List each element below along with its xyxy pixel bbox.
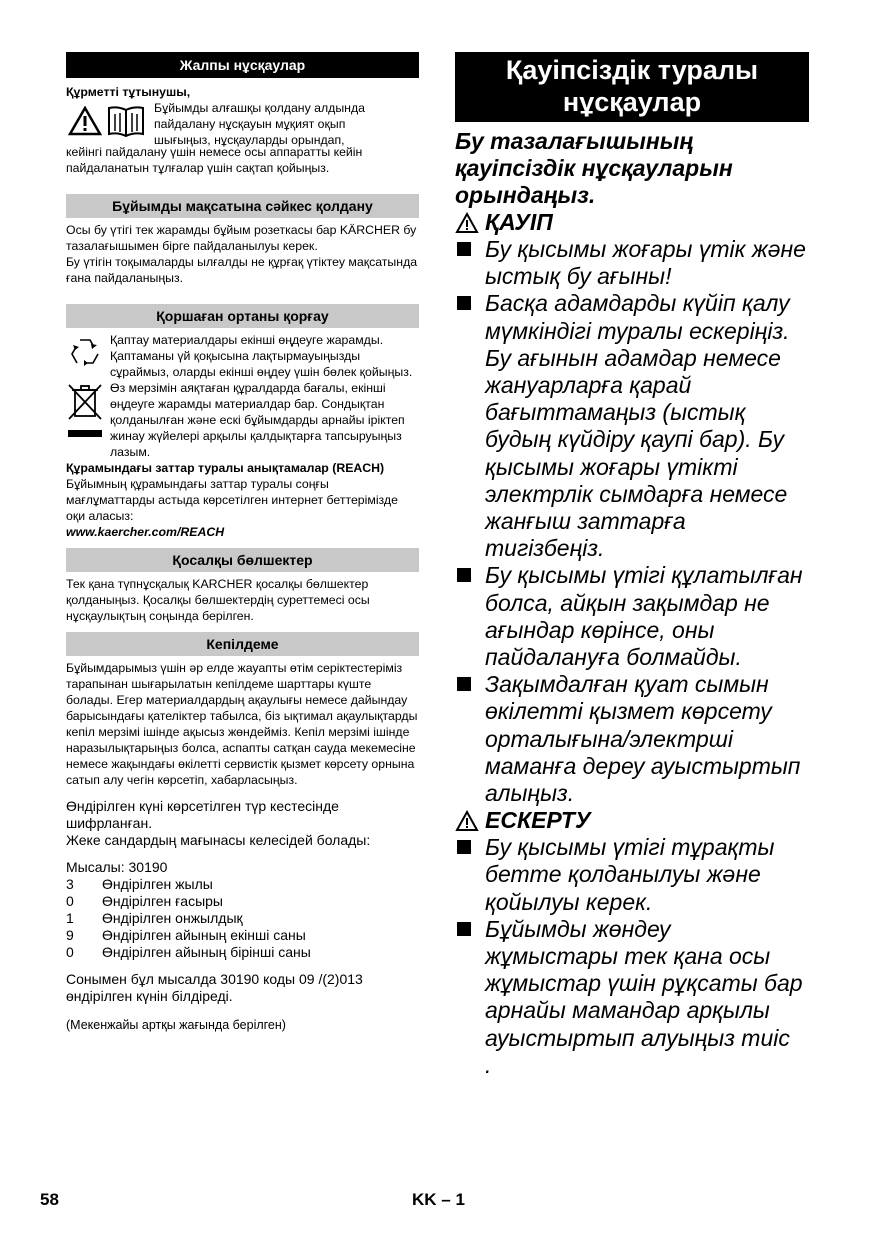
note-list [455, 834, 809, 1052]
reach-url-link[interactable]: www.kaercher.com/REACH [66, 525, 225, 539]
intended-use-text-2: Бу үтігін тоқымаларды ылғалды не құрғақ үтіктеу мақсатында ғана пайдаланыңыз. [66, 255, 418, 285]
production-code-row: 3 Өндірілген жылы [66, 876, 213, 892]
greeting: Құрметті тұтынушы, [66, 85, 191, 99]
manual-book-icon [106, 104, 146, 138]
left-column [66, 52, 419, 1034]
language-code: KK – 1 [412, 1190, 465, 1209]
square-bullet-icon [457, 242, 471, 256]
square-bullet-icon [457, 922, 471, 936]
warning-triangle-icon [455, 212, 479, 234]
intended-use-text-1: Осы бу үтігі тек жарамды бұйым розеткасы бар KÄRCHER бу тазалағышымен бірге пайдаланылуы керек. [66, 223, 417, 253]
danger-signal: ҚАУІП [455, 209, 809, 236]
square-bullet-icon [457, 677, 471, 691]
recycling-item: Қаптау материалдары екінші өңдеуге жарамды. Қаптаманы үй қоқысына лақтырмауыңызды сұраймыз, оларды екінші өңдеу үшін бөлек қойыңыз. [66, 332, 419, 380]
production-code-row: 0 Өндірілген айының бірінші саны [66, 944, 311, 960]
intro-row [66, 100, 419, 147]
warning-triangle-icon [68, 106, 102, 136]
bullet-item: Бу қысымы үтігі тұрақты бетте қолданылуы және қойылуы керек. [455, 834, 809, 916]
square-bullet-icon [457, 568, 471, 582]
bullet-item: Бу қысымы жоғары үтік және ыстық бу ағыны! [455, 236, 809, 290]
general-notes-heading: Жалпы нұсқаулар [66, 52, 419, 78]
bullet-item: Басқа адамдарды күйіп қалу мүмкіндігі туралы ескеріңіз. Бу ағынын адамдар немесе жануарларға қарай бағыттамаңыз (ыстық будың күйдіру қаупі бар). Бу қысымы жоғары үтікті электрлік сымдарға немесе жанғыш заттарға тигізбеңіз. [455, 290, 809, 562]
trailing-dot: . [485, 1051, 492, 1078]
environment-heading: Қоршаған ортаны қорғау [66, 304, 419, 328]
page-number: 58 [40, 1190, 59, 1209]
warning-triangle-icon [455, 810, 479, 832]
danger-list [455, 236, 809, 807]
note-signal: ЕСКЕРТУ [455, 807, 809, 834]
intro-text: Бұйымды алғашқы қолдану алдында пайдалану нұсқауын мұқият оқып шығыңыз, нұсқауларды орындап, [154, 101, 365, 147]
warranty-heading: Кепілдеме [66, 632, 419, 656]
reach-heading: Құрамындағы заттар туралы анықтамалар (REACH) [66, 461, 385, 475]
crossed-bin-icon [66, 382, 104, 440]
production-date-section: Өндірілген күні көрсетілген түр кестесінде шифрланған. Жеке сандардың мағынасы келесідей болады: Мысалы: 30190 3 Өндірілген жылы 0 Өндірілген ғасыры 1 Өндірілген онжылдық 9 Өндірілген айының екінші саны 0 Өндірілген айының бірінші саны Сонымен бұл мысалда 30190 коды 09 /(2)013 өндірілген күнін білдіреді. (Мекенжайы артқы жағында берілген) [66, 798, 419, 1034]
recycle-icon [66, 334, 104, 372]
production-code-row: 9 Өндірілген айының екінші саны [66, 927, 306, 943]
reach-text: Бұйымның құрамындағы заттар туралы соңғы мағлұматтарды астыда көрсетілген интернет беттерімізде оқи аласыз: [66, 477, 398, 523]
disposal-item: Өз мерзімін аяқтаған құралдарда бағалы, екінші өңдеуге жарамды материалдар бар. Сондықтан қолданылған және ескі бұйымдарды арнайы іріктеп жинау жүйелері арқылы қалдықтарға тапсыруыңыз лазым. [66, 380, 419, 460]
spare-parts-text: Тек қана түпнұсқалық KARCHER қосалқы бөлшектер қолданыңыз. Қосалқы бөлшектердің суреттемесі осы нұсқаулықтың соңында берілген. [66, 577, 370, 623]
bullet-item: Бұйымды жөндеу жұмыстары тек қана осы жұмыстар үшін рұқсаты бар арнайы мамандар арқылы ауыстыртып алуыңыз тиіс [455, 916, 809, 1052]
general-notes-text: кейінгі пайдалану үшін немесе осы аппаратты кейін пайдаланатын тұлғалар үшін сақтап қойыңыз. [66, 145, 363, 175]
square-bullet-icon [457, 296, 471, 310]
safety-title: Қауіпсіздік туралы нұсқаулар [455, 52, 809, 122]
bullet-item: Бу қысымы үтігі құлатылған болса, айқын зақымдар не ағындар көрінсе, оны пайдалануға болмайды. [455, 562, 809, 671]
warranty-text: Бұйымдарымыз үшін әр елде жауапты өтім серіктестеріміз тарапынан шығарылатын кепілдеме шарттары күште болады. Егер материалдардың ақаулығы немесе дайындау барысындағы қателіктер табылса, біз ықтимал ақаулықтарды кепіл мерзімі ішінде ақысыз жөндейміз. Кепіл мерзімі ішінде наразылықтарыңыз болса, аспапты сатқан сауда мекемесіне немесе жақындағы өкілетті сервистік қызмет көрсету орнына сатып алу чегін көрсетіп, хабарласыңыз. [66, 661, 418, 787]
production-code-table [66, 876, 419, 961]
production-code-row: 0 Өндірілген ғасыры [66, 893, 223, 909]
spare-parts-heading: Қосалқы бөлшектер [66, 548, 419, 572]
production-code-row: 1 Өндірілген онжылдық [66, 910, 243, 926]
intended-use-heading: Бұйымды мақсатына сәйкес қолдану [66, 194, 419, 218]
right-column [455, 52, 809, 1078]
square-bullet-icon [457, 840, 471, 854]
safety-intro: Бу тазалағышының қауіпсіздік нұсқауларын орындаңыз. [455, 128, 733, 208]
bullet-item: Зақымдалған қуат сымын өкілетті қызмет көрсету орталығына/электрші маманға дереу ауыстыртып алыңыз. [455, 671, 809, 807]
